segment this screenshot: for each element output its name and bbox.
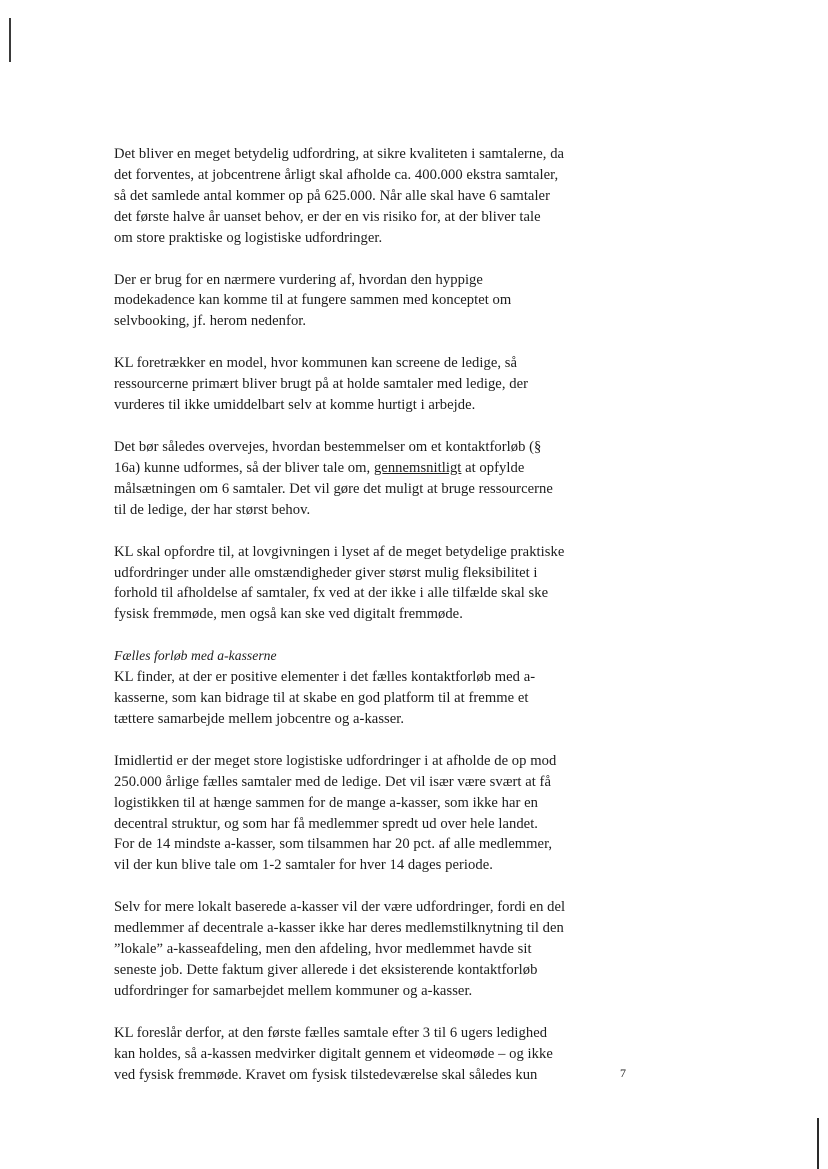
text-line: målsætningen om 6 samtaler. Det vil gøre det muligt at bruge ressourcerne [114,480,553,497]
text-line: For de 14 mindste a-kasser, som tilsammen har 20 pct. af alle medlemmer, [114,836,553,853]
text-line: Det bør således overvejes, hvordan bestemmelser om et kontaktforløb (§ [114,438,542,455]
paragraph [114,437,606,521]
section-heading: Fælles forløb med a-kasserne [114,648,277,664]
document-body [114,144,606,1086]
text-line: ”lokale” a-kasseafdeling, men den afdeling, hvor medlemmet havde sit [114,941,532,958]
text-line: kan holdes, så a-kassen medvirker digitalt gennem et videomøde – og ikke [114,1045,553,1062]
text-line [114,458,606,479]
text-segment: 16a) kunne udformes, så der bliver tale om, [114,459,371,476]
paragraph [114,144,606,249]
text-line: Selv for mere lokalt baserede a-kasser vil der være udfordringer, fordi en del [114,899,566,916]
text-line: om store praktiske og logistiske udfordringer. [114,229,383,246]
text-line: udfordringer for samarbejdet mellem kommuner og a-kasser. [114,982,473,999]
underlined-word: gennemsnitligt [373,459,462,476]
text-line: decentral struktur, og som har få medlemmer spredt ud over hele landet. [114,815,539,832]
paragraph [114,897,606,1002]
text-line: KL skal opfordre til, at lovgivningen i lyset af de meget betydelige praktiske [114,543,565,560]
paragraph [114,751,606,876]
text-line: KL finder, at der er positive elementer i det fælles kontaktforløb med a- [114,669,536,686]
text-line: vil der kun blive tale om 1-2 samtaler for hver 14 dages periode. [114,857,493,874]
text-line: til de ledige, der har størst behov. [114,501,311,518]
text-line: selvbooking, jf. herom nedenfor. [114,313,307,330]
text-line: udfordringer under alle omstændigheder giver størst mulig fleksibilitet i [114,564,538,581]
text-line: det forventes, at jobcentrene årligt skal afholde ca. 400.000 ekstra samtaler, [114,166,559,183]
text-line: modekadence kan komme til at fungere sammen med konceptet om [114,292,512,309]
text-line: 250.000 årlige fælles samtaler med de ledige. Det vil især være svært at få [114,773,551,790]
text-line: logistikken til at hænge sammen for de mange a-kasser, som ikke har en [114,794,538,811]
text-line: ressourcerne primært bliver brugt på at holde samtaler med ledige, der [114,376,529,393]
text-line: Det bliver en meget betydelig udfordring, at sikre kvaliteten i samtalerne, da [114,146,565,162]
text-segment: at opfylde [461,459,525,476]
text-line: så det samlede antal kommer op på 625.000. Når alle skal have 6 samtaler [114,187,550,204]
text-line: kasserne, som kan bidrage til at skabe en god platform til at fremme et [114,690,529,707]
text-line: ved fysisk fremmøde. Kravet om fysisk tilstedeværelse skal således kun [114,1066,538,1083]
paragraph [114,646,606,730]
paragraph [114,270,606,333]
text-line: fysisk fremmøde, men også kan ske ved digitalt fremmøde. [114,606,463,623]
paragraph [114,1023,606,1086]
scan-edge-mark [817,1118,819,1169]
text-line: tættere samarbejde mellem jobcentre og a-kasser. [114,710,405,727]
page-number: 7 [620,1066,626,1080]
text-line: Der er brug for en nærmere vurdering af, hvordan den hyppige [114,271,483,288]
text-line: Imidlertid er der meget store logistiske udfordringer i at afholde de op mod [114,752,557,769]
text-line: vurderes til ikke umiddelbart selv at komme hurtigt i arbejde. [114,397,476,414]
text-line: det første halve år uanset behov, er der en vis risiko for, at der bliver tale [114,208,541,225]
scan-edge-mark [9,18,11,62]
paragraph [114,542,606,626]
text-line: forhold til afholdelse af samtaler, fx ved at der ikke i alle tilfælde skal ske [114,585,549,602]
text-line: medlemmer af decentrale a-kasser ikke har deres medlemstilknytning til den [114,920,564,937]
text-line: KL foreslår derfor, at den første fælles samtale efter 3 til 6 ugers ledighed [114,1024,548,1041]
text-line: seneste job. Dette faktum giver allerede i det eksisterende kontaktforløb [114,962,538,978]
text-line: KL foretrækker en model, hvor kommunen kan screene de ledige, så [114,355,518,372]
paragraph [114,353,606,416]
